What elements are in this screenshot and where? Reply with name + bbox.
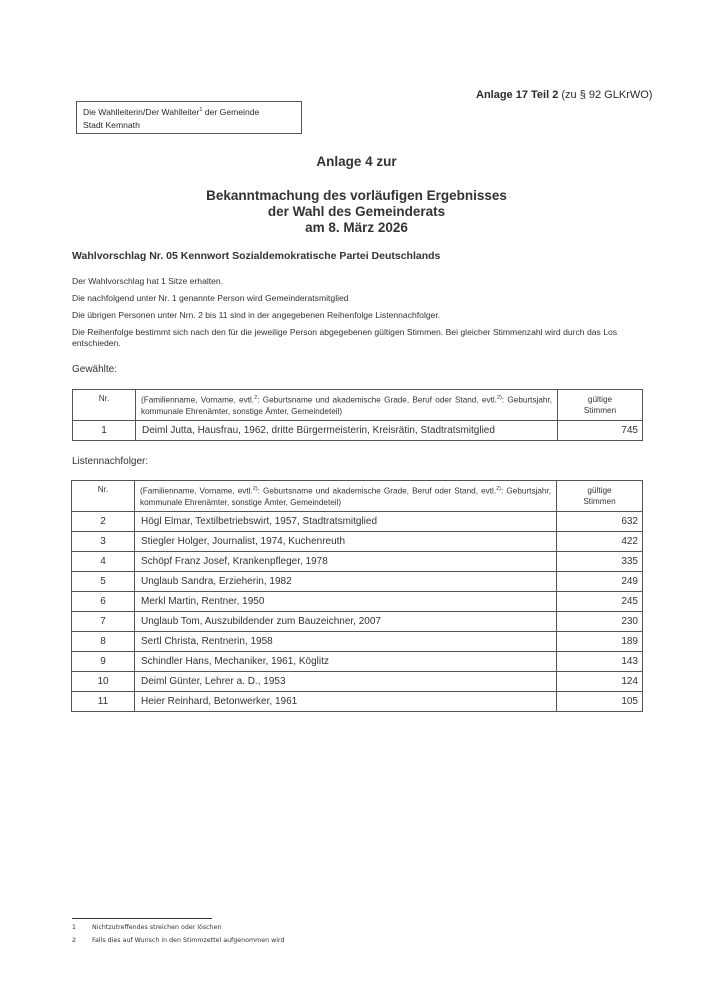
authority-line-1: Die Wahlleiterin/Der Wahlleiter$^1$ der Gemeinde: [83, 106, 260, 117]
annex-title: Anlage 4 zur: [316, 154, 397, 169]
cell-votes: 745: [558, 421, 643, 441]
cell-votes: 105: [557, 692, 643, 712]
cell-votes: 335: [557, 552, 643, 572]
cell-votes: 249: [557, 572, 643, 592]
cell-description: Heier Reinhard, Betonwerker, 1961: [135, 692, 557, 712]
cell-nr: 9: [72, 652, 135, 672]
footnote-divider: [72, 918, 212, 919]
cell-votes: 422: [557, 532, 643, 552]
cell-description: Deiml Günter, Lehrer a. D., 1953: [135, 672, 557, 692]
table-row: [72, 572, 643, 592]
table-row: [72, 612, 643, 632]
col-nr: Nr.: [73, 390, 136, 421]
col-valid-votes: gültige Stimmen: [558, 390, 643, 421]
cell-description: Deiml Jutta, Hausfrau, 1962, dritte Bürgermeisterin, Kreisrätin, Stadtratsmitglied: [136, 421, 558, 441]
table-row: [72, 692, 643, 712]
successors-label: Listennachfolger:: [72, 456, 149, 467]
cell-nr: 7: [72, 612, 135, 632]
table-row: [72, 512, 643, 532]
table-row: [72, 592, 643, 612]
page-title: Bekanntmachung des vorläufigen Ergebnisses der Wahl des Gemeinderats am 8. März 2026: [206, 188, 507, 235]
paragraph-successors: Die übrigen Personen unter Nrn. 2 bis 11 sind in der angegebenen Reihenfolge Listennachfolger.: [72, 310, 441, 320]
table-row: [72, 672, 643, 692]
col-valid-votes: gültige Stimmen: [557, 481, 643, 512]
col-nr: Nr.: [72, 481, 135, 512]
elected-label: Gewählte:: [72, 364, 118, 375]
cell-nr: 5: [72, 572, 135, 592]
table-header: [73, 390, 643, 421]
paragraph-seats: Der Wahlvorschlag hat 1 Sitze erhalten.: [72, 276, 224, 286]
cell-votes: 245: [557, 592, 643, 612]
cell-description: Schindler Hans, Mechaniker, 1961, Köglitz: [135, 652, 557, 672]
cell-description: Unglaub Sandra, Erzieherin, 1982: [135, 572, 557, 592]
cell-nr: 6: [72, 592, 135, 612]
cell-nr: 2: [72, 512, 135, 532]
table-row: [72, 632, 643, 652]
cell-votes: 632: [557, 512, 643, 532]
table-row: [72, 532, 643, 552]
cell-description: Unglaub Tom, Auszubildender zum Bauzeichner, 2007: [135, 612, 557, 632]
cell-description: Merkl Martin, Rentner, 1950: [135, 592, 557, 612]
cell-votes: 230: [557, 612, 643, 632]
col-description: (Familienname, Vorname, evtl.$^2$: Geburtsname und akademische Grade, Beruf oder Stand, evtl.$^{2)}$: Geburtsjahr, kommunale Ehrenämter, sonstige Ämter, Gemeindeteil): [136, 390, 558, 421]
paragraph-elected: Die nachfolgend unter Nr. 1 genannte Person wird Gemeinderatsmitglied: [72, 293, 349, 303]
successors-table: [71, 480, 643, 712]
footnote-2: 2 Falls dies auf Wunsch in den Stimmzettel aufgenommen wird: [72, 937, 285, 944]
cell-description: Stiegler Holger, Journalist, 1974, Kuchenreuth: [135, 532, 557, 552]
table-row: [72, 652, 643, 672]
cell-description: Högl Elmar, Textilbetriebswirt, 1957, Stadtratsmitglied: [135, 512, 557, 532]
cell-nr: 10: [72, 672, 135, 692]
election-authority-box: [76, 101, 302, 134]
cell-votes: 124: [557, 672, 643, 692]
footnote-ref-1: 1: [199, 107, 203, 113]
paragraph-ordering: Die Reihenfolge bestimmt sich nach den für die jeweilige Person abgegebenen gültigen Stimmen. Bei gleicher Stimmenzahl wird durch das Los entschieden.: [72, 327, 618, 348]
cell-description: Sertl Christa, Rentnerin, 1958: [135, 632, 557, 652]
elected-table: [72, 389, 643, 441]
col-description: (Familienname, Vorname, evtl.$^{2)}$: Geburtsname und akademische Grade, Beruf oder Stand, evtl.$^{2)}$: Geburtsjahr, kommunale Ehrenämter, sonstige Ämter, Gemeindeteil): [135, 481, 557, 512]
table-row: [72, 552, 643, 572]
cell-nr: 8: [72, 632, 135, 652]
reference-bold: Anlage 17 Teil 2: [476, 89, 559, 101]
table-row: [73, 421, 643, 441]
reference-rest: (zu § 92 GLKrWO): [558, 89, 653, 101]
document-reference: [476, 89, 652, 101]
proposal-heading: Wahlvorschlag Nr. 05 Kennwort Sozialdemokratische Partei Deutschlands: [72, 250, 441, 262]
cell-votes: 143: [557, 652, 643, 672]
cell-votes: 189: [557, 632, 643, 652]
cell-nr: 1: [73, 421, 136, 441]
cell-nr: 11: [72, 692, 135, 712]
cell-nr: 3: [72, 532, 135, 552]
footnote-1: 1 Nichtzutreffendes streichen oder löschen: [72, 924, 222, 931]
cell-description: Schöpf Franz Josef, Krankenpfleger, 1978: [135, 552, 557, 572]
cell-nr: 4: [72, 552, 135, 572]
table-header: [72, 481, 643, 512]
authority-line-2: Stadt Kemnath: [83, 119, 140, 130]
